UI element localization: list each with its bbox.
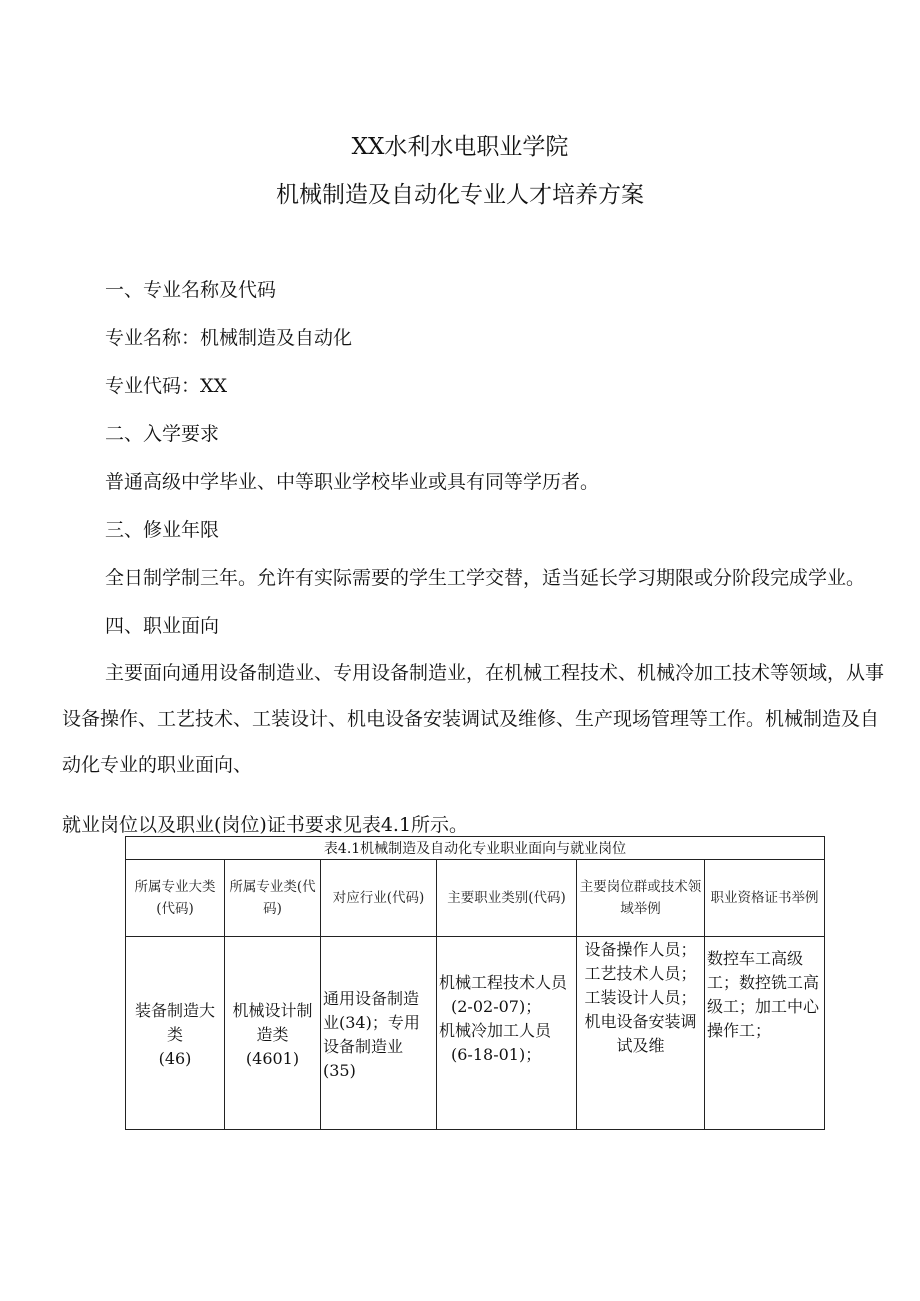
occupation-1-code: (2-02-07)； [451, 997, 542, 1016]
section-4-heading: 四、职业面向 [105, 615, 220, 637]
occupation-2-code: (6-18-01)； [451, 1045, 542, 1064]
major-class-code: (4601) [245, 1049, 300, 1068]
admission-text: 普通高级中学毕业、中等职业学校毕业或具有同等学历者。 [105, 471, 600, 493]
section-2-heading: 二、入学要求 [105, 423, 220, 445]
major-category-text: 装备制造大类 [134, 1001, 215, 1044]
cell-positions [577, 937, 705, 1130]
document-title: XX水利水电职业学院 [351, 134, 569, 160]
header-industry: 对应行业(代码) [321, 860, 437, 937]
section-1-heading: 一、专业名称及代码 [105, 279, 277, 301]
section-3-heading: 三、修业年限 [105, 519, 220, 541]
study-duration-text: 全日制学制三年。允许有实际需要的学生工学交替，适当延长学习期限或分阶段完成学业。 [105, 567, 866, 589]
industry-text: 通用设备制造业(34)；专用设备制造业(35) [323, 989, 420, 1080]
cell-certificates [705, 937, 825, 1130]
certificates-text: 数控车工高级工；数控铣工高级工；加工中心操作工； [707, 949, 820, 1040]
header-certificates: 职业资格证书举例 [705, 860, 825, 937]
cell-occupation [437, 937, 577, 1130]
occupation-1: 机械工程技术人员 [439, 973, 568, 992]
major-code-line: 专业代码：XX [105, 375, 228, 397]
cell-industry [321, 937, 437, 1130]
positions-text: 设备操作人员；工艺技术人员；工装设计人员；机电设备安装调试及维 [584, 940, 697, 1055]
career-orientation-table [125, 836, 825, 1130]
header-occupation: 主要职业类别(代码) [437, 860, 577, 937]
major-class-text: 机械设计制造类 [232, 1001, 313, 1044]
header-major-class: 所属专业类(代码) [225, 860, 321, 937]
table-caption: 表4.1机械制造及自动化专业职业面向与就业岗位 [126, 837, 825, 860]
cell-major-class [225, 937, 321, 1130]
document-subtitle: 机械制造及自动化专业人才培养方案 [276, 182, 644, 208]
header-positions: 主要岗位群或技术领域举例 [577, 860, 705, 937]
career-orientation-paragraph-end: 就业岗位以及职业(岗位)证书要求见表4.1所示。 [62, 814, 469, 836]
major-name-line: 专业名称：机械制造及自动化 [105, 327, 353, 349]
occupation-2: 机械冷加工人员 [439, 1021, 552, 1040]
major-category-code: (46) [158, 1049, 192, 1068]
header-major-category: 所属专业大类(代码) [126, 860, 225, 937]
career-orientation-paragraph: 主要面向通用设备制造业、专用设备制造业，在机械工程技术、机械冷加工技术等领域，从事设备操作、工艺技术、工装设计、机电设备安装调试及维修、生产现场管理等工作。机械制造及自动化专业的职业面向、 [62, 662, 885, 776]
cell-major-category [126, 937, 225, 1130]
